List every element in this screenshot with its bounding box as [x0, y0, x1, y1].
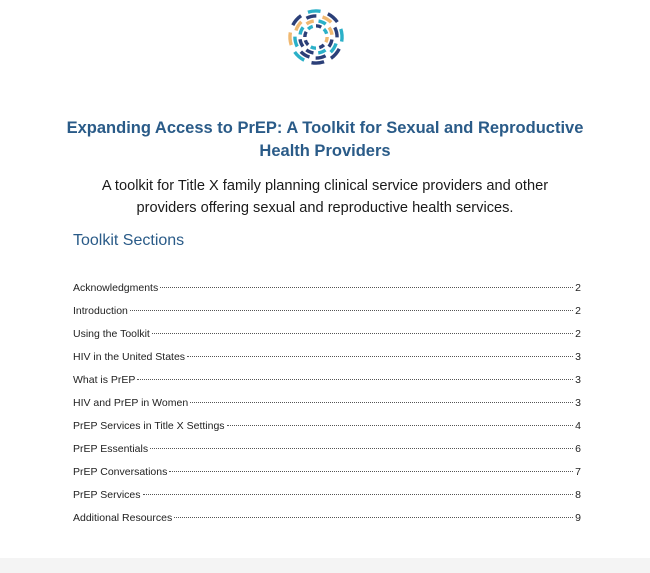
toc-leader-dots — [174, 517, 573, 518]
toc-leader-dots — [190, 402, 573, 403]
logo-arc — [324, 29, 327, 34]
logo-arc — [329, 40, 332, 47]
toc-item-label[interactable]: PrEP Essentials — [73, 443, 149, 455]
logo-arc — [335, 27, 337, 37]
toc-item-page: 8 — [575, 489, 581, 501]
toc-item[interactable] — [73, 420, 581, 443]
toc-item[interactable] — [73, 374, 581, 397]
toc-item-page: 3 — [575, 351, 581, 363]
page-subtitle — [60, 175, 590, 219]
circular-burst-logo-icon — [285, 6, 347, 68]
subtitle-line-2: providers offering sexual and reproductive health services. — [136, 200, 514, 216]
page-title — [40, 117, 610, 163]
table-of-contents — [73, 282, 581, 535]
toc-leader-dots — [169, 471, 573, 472]
toc-leader-dots — [160, 287, 573, 288]
logo-arc — [319, 21, 326, 24]
toc-item-page: 6 — [575, 443, 581, 455]
toc-item[interactable] — [73, 512, 581, 535]
logo-arc — [318, 50, 325, 53]
logo-arc — [305, 32, 306, 37]
toc-item-page: 2 — [575, 282, 581, 294]
toc-item[interactable] — [73, 328, 581, 351]
subtitle-line-1: A toolkit for Title X family planning clinical service providers and other — [101, 178, 549, 194]
toc-item[interactable] — [73, 282, 581, 305]
logo-arc — [311, 47, 316, 48]
logo-arc — [306, 50, 313, 53]
logo-arc — [311, 62, 324, 63]
logo-arc — [329, 28, 332, 35]
page-bottom-edge — [0, 558, 650, 573]
toc-item-label[interactable]: Using the Toolkit — [73, 328, 150, 340]
toc-item-page: 4 — [575, 420, 581, 432]
toc-item-label[interactable]: Introduction — [73, 305, 128, 317]
toc-item-label[interactable]: PrEP Services — [73, 489, 141, 501]
logo-arc — [326, 37, 327, 42]
toc-item-label[interactable]: Additional Resources — [73, 512, 173, 524]
logo-arc — [290, 32, 291, 45]
toc-item-page: 7 — [575, 466, 581, 478]
toc-item[interactable] — [73, 466, 581, 489]
toc-item-page: 3 — [575, 397, 581, 409]
logo-arc — [319, 45, 324, 48]
toc-leader-dots — [150, 448, 573, 449]
toc-item-page: 2 — [575, 328, 581, 340]
toc-item-label[interactable]: Acknowledgments — [73, 282, 159, 294]
toc-leader-dots — [187, 356, 573, 357]
logo-arc — [308, 11, 321, 12]
toc-leader-dots — [130, 310, 573, 311]
toc-item-label[interactable]: HIV and PrEP in Women — [73, 397, 189, 409]
toc-leader-dots — [137, 379, 573, 380]
toc-item-label[interactable]: PrEP Conversations — [73, 466, 168, 478]
toc-leader-dots — [143, 494, 574, 495]
logo-arc — [300, 39, 303, 46]
logo-arc — [305, 40, 308, 45]
logo-arc — [316, 56, 326, 58]
toc-item-page: 2 — [575, 305, 581, 317]
logo-arc — [341, 29, 342, 42]
toc-item[interactable] — [73, 305, 581, 328]
toc-item-label[interactable]: PrEP Services in Title X Settings — [73, 420, 225, 432]
toc-item[interactable] — [73, 489, 581, 512]
toc-item-page: 9 — [575, 512, 581, 524]
toc-heading: Toolkit Sections — [73, 232, 185, 249]
toc-item[interactable] — [73, 443, 581, 466]
logo-arc — [316, 26, 321, 27]
toc-leader-dots — [152, 333, 573, 334]
toc-item-label[interactable]: HIV in the United States — [73, 351, 186, 363]
toc-item-label[interactable]: What is PrEP — [73, 374, 136, 386]
toc-leader-dots — [227, 425, 574, 426]
title-line-2: Health Providers — [259, 142, 391, 160]
logo-arc — [300, 27, 303, 34]
toc-item-page: 3 — [575, 374, 581, 386]
logo-arc — [307, 21, 314, 24]
toc-item[interactable] — [73, 397, 581, 420]
title-line-1: Expanding Access to PrEP: A Toolkit for Sexual and Reproductive — [66, 119, 584, 137]
logo-arc — [308, 26, 313, 29]
toc-item[interactable] — [73, 351, 581, 374]
logo-arc — [295, 37, 297, 47]
logo-arc — [306, 16, 316, 18]
